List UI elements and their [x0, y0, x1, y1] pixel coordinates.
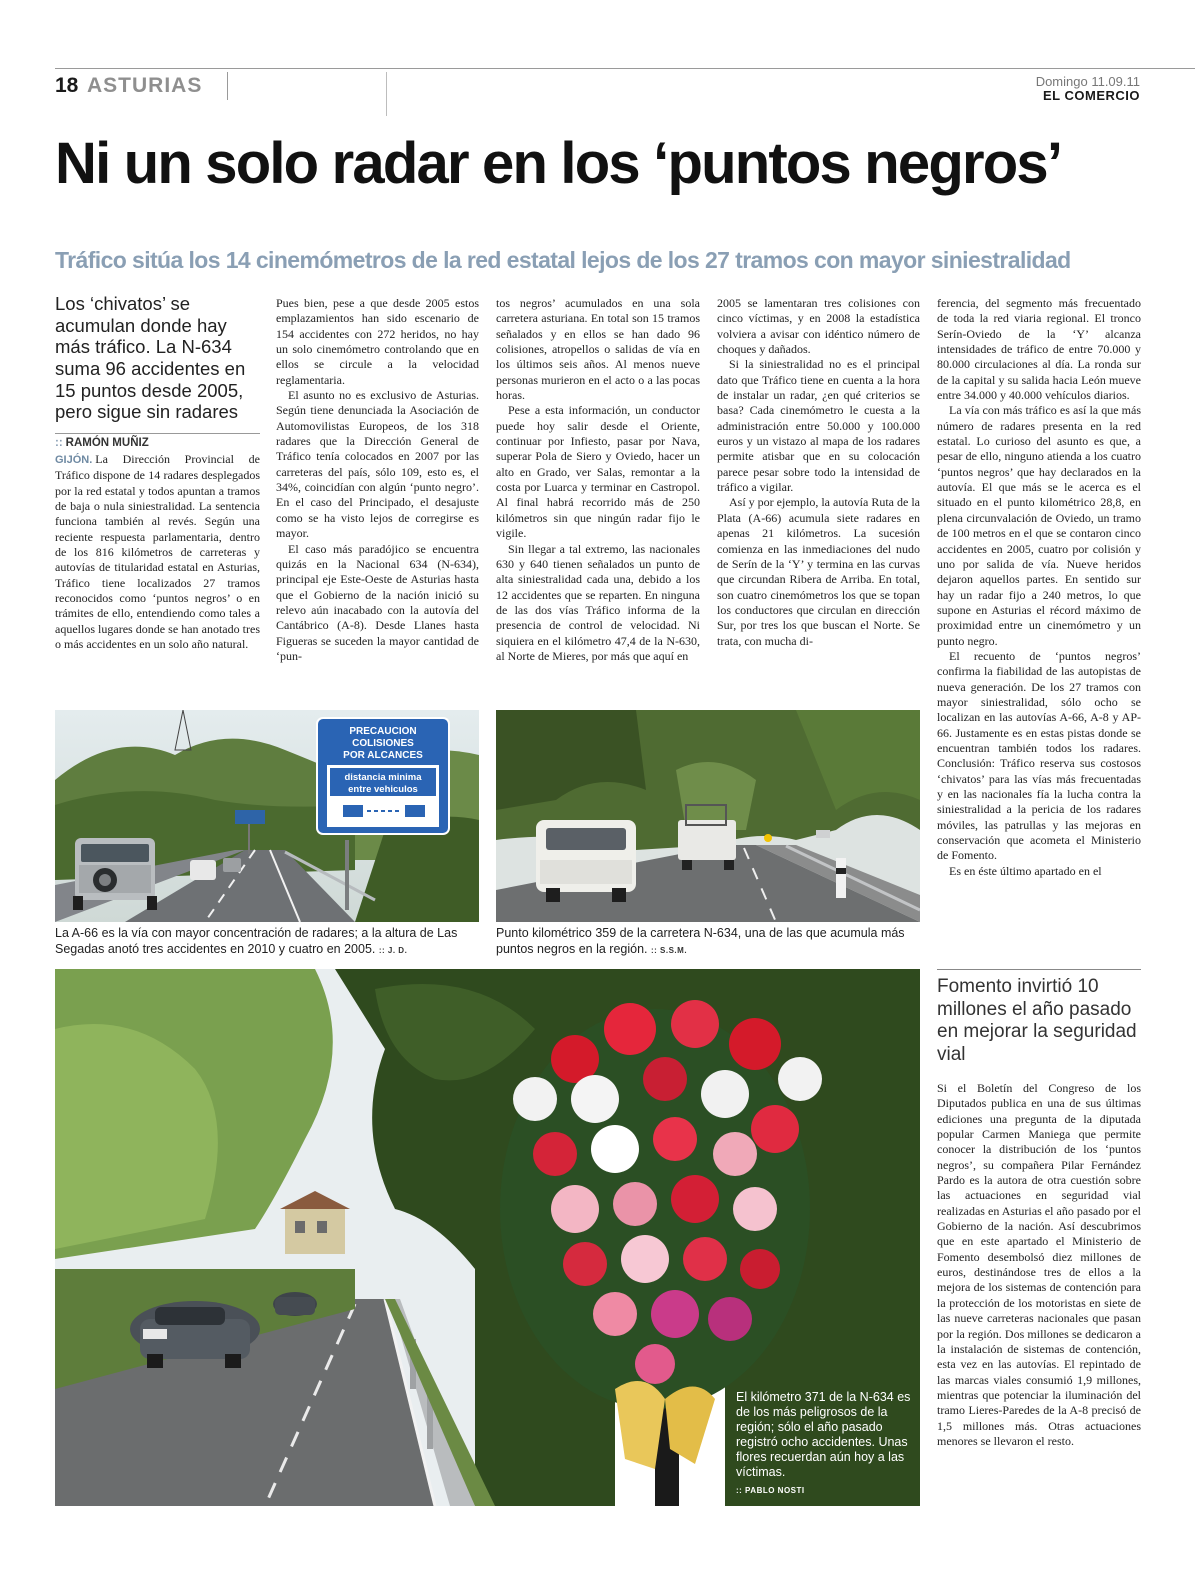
caption-text: Punto kilométrico 359 de la carretera N-634, una de las que acumula más puntos negros en la región.	[496, 926, 905, 956]
article-column-3	[496, 296, 700, 686]
lead-summary: Los ‘chivatos’ se acumulan donde hay más tráfico. La N-634 suma 96 accidentes en 15 puntos desde 2005, pero sigue sin radares	[55, 293, 246, 423]
subheadline: Tráfico sitúa los 14 cinemómetros de la red estatal lejos de los 27 tramos con mayor siniestralidad	[55, 247, 1071, 273]
header-divider	[227, 72, 228, 100]
photo-a66-motorway	[55, 710, 479, 922]
sidebar-rule	[937, 969, 1141, 970]
photo-flowers-caption	[736, 1390, 911, 1498]
paragraph-text: La Dirección Provincial de Tráfico dispone de 14 radares desplegados por la red estatal y todos apuntan a tramos de baja o nula siniestralidad. La sentencia funciona también al revés. Según una reciente respuesta parlamentaria, dentro de los 816 kilómetros de carreteras y autovías de titularidad estatal en Asturias, Tráfico tiene localizados 27 tramos reconocidos como ‘puntos negros’ o en trámites de ello, entendiendo como tales a aquellos lugares donde se han anotado tres o más accidentes en un solo año natural.	[55, 452, 260, 652]
article-paragraph: tos negros’ acumulados en una sola carretera asturiana. En total son 15 tramos señalados y en ellos se han dado 96 colisiones, atropellos o salidas de vía en los últimos seis años. Al menos nueve personas murieron en el acto o a las pocas horas.	[496, 296, 700, 403]
sign-text-1: PRECAUCION	[349, 726, 417, 737]
national-road-illustration	[496, 710, 920, 922]
photo-credit: :: PABLO NOSTI	[736, 1486, 805, 1495]
photo-a66-caption	[55, 926, 485, 958]
motorway-illustration	[55, 710, 479, 922]
sidebar-paragraph: Si el Boletín del Congreso de los Diputados publica en una de sus últimas ediciones una pregunta de la diputada popular Carmen Maniega que permite conocer la distribución de los ‘puntos negros’, su compañera Pilar Fernández Pardo es la autora de otra cuestión sobre las actuaciones en seguridad vial realizadas en Asturias el año pasado por el Gobierno de la nación. Así descubrimos que en este apartado el Ministerio de Fomento desembolsó diez millones de euros, destinándose tres de ellos a la mejora de los sistemas de contención para la protección de los motoristas en siete de las nueve carreteras nacionales que pasan por la región. Dos millones se dedicaron a la instalación de sistemas de contención, esta vez en las autovías. El repintado de las marcas viales consumió 1,9 millones, mientras que potenciar la iluminación del tramo Lieres-Paredes de la A-8 precisó de 1,5 millones más. Otras actuaciones menores se llevaron el resto.	[937, 1081, 1141, 1448]
sign-text-5: entre vehiculos	[348, 784, 418, 795]
section-name: ASTURIAS	[87, 74, 203, 97]
byline-dots: ::	[55, 437, 63, 449]
article-paragraph: La vía con más tráfico es así la que más número de radares presenta en la red estatal. Lo curioso del asunto es que, a pesar de ello, ninguno atienda a los cuatro ‘puntos negros’ que hay declarados en la autovía. El que más se le acerca es el situado en el punto kilométrico 28,8, en plena circunvalación de Oviedo, un tramo de 100 metros en el que se contaron cinco accidentes en 2005, cuatro por colisión y uno por salida de vía. Nueve heridos dejaron aquellos partes. En sentido sur hay un radar fijo a 240 metros, lo que supone en Asturias el récord máximo de proximidad entre un cinemómetro y un punto negro.	[937, 403, 1141, 648]
photo-n634-km359	[496, 710, 920, 922]
newspaper-name: EL COMERCIO	[1043, 88, 1140, 103]
article-paragraph: El recuento de ‘puntos negros’ confirma la fiabilidad de las autopistas de nueva generación. De los 27 tramos con mayor siniestralidad, sólo ocho se localizan en las autovías A-66, A-8 y AP-66. Justamente es en estas pistas donde se encuentran también todos los radares. Conclusión: Tráfico reserva sus costosos ‘chivatos’ para las vías más frecuentadas y en las nacionales fía la lucha contra la siniestralidad a la pericia de los radares móviles, las patrullas y las mejoras en conservación que acometa el Ministerio de Fomento.	[937, 648, 1141, 863]
article-column-1	[55, 452, 260, 684]
article-paragraph: Si la siniestralidad no es el principal dato que Tráfico tiene en cuenta a la hora de instalar un radar, ¿en qué criterios se basa? Cada cinemómetro le cuesta a la administración entre 50.000 y 100.000 euros y un vistazo al mapa de los radares permite atisbar que en su colocación parece pesar sobre todo la intensidad de tráfico a vigilar.	[717, 357, 920, 495]
header-rule	[55, 68, 1195, 69]
article-paragraph: Pues bien, pese a que desde 2005 estos emplazamientos han sido escenario de 154 accidentes con 272 heridos, no hay un solo cinemómetro controlando que en ellos se circule a la velocidad reglamentaria.	[276, 296, 479, 387]
article-paragraph	[55, 452, 260, 652]
photo-credit: :: S.S.M.	[650, 945, 688, 955]
sidebar-title: Fomento invirtió 10 millones el año pasado en mejorar la seguridad vial	[937, 976, 1137, 1065]
photo-credit: :: J. D.	[378, 945, 408, 955]
sign-text-3: POR ALCANCES	[343, 750, 423, 761]
article-column-4	[717, 296, 920, 686]
issue-date: Domingo 11.09.11	[1035, 74, 1140, 89]
article-paragraph: ferencia, del segmento más frecuentado de toda la red viaria regional. El tronco Serín-Oviedo de la ‘Y’ alcanza intensidades de tráfico de entre 70.000 y 80.000 circulaciones al día. La ronda sur de la capital y su salida hacia León mueve entre 34.000 y 40.000 vehículos diarios.	[937, 296, 1141, 403]
article-paragraph: Sin llegar a tal extremo, las nacionales 630 y 640 tienen señalados un punto de alta siniestralidad cada una, debido a los 12 accidentes que se reparten. En ninguna de las dos vías Tráfico informa de la presencia de control de velocidad. Ni siquiera en el kilómetro 47,4 de la N-630, al Norte de Mieres, por más que aquí en	[496, 541, 700, 663]
article-column-2	[276, 296, 479, 686]
headline: Ni un solo radar en los ‘puntos negros’	[55, 131, 1062, 196]
dateline-city: GIJÓN.	[55, 454, 93, 466]
photo-n634-caption	[496, 926, 926, 958]
article-column-5	[937, 296, 1141, 944]
sign-text-2: COLISIONES	[352, 738, 414, 749]
sidebar-body	[937, 1081, 1141, 1521]
byline-author: RAMÓN MUÑIZ	[65, 437, 149, 449]
article-paragraph: Es en éste último apartado en el	[949, 863, 1102, 878]
sign-text-4: distancia minima	[344, 772, 422, 783]
caption-text: El kilómetro 371 de la N-634 es de los más peligrosos de la región; sólo el año pasado registró ocho accidentes. Unas flores recuerdan aún hoy a las víctimas.	[736, 1390, 911, 1479]
article-paragraph: 2005 se lamentaran tres colisiones con cinco víctimas, y en 2008 la estadística volviera a avisar con idéntico número de choques y dañados.	[717, 296, 920, 357]
page-number: 18	[55, 74, 79, 97]
article-paragraph: El caso más paradójico se encuentra quizás en la Nacional 634 (N-634), principal eje Este-Oeste de Asturias hasta que el Gobierno de la nación inició su relevo aún inacabado con la autovía del Cantábrico (A-8). Desde Llanes hasta Figueras se suceden la mayor cantidad de ‘pun-	[276, 541, 479, 663]
header-divider-secondary	[386, 72, 387, 116]
byline	[55, 433, 260, 449]
article-paragraph: Así y por ejemplo, la autovía Ruta de la Plata (A-66) acumula siete radares en apenas 21 kilómetros. La sucesión comienza en las inmediaciones del nudo de Serín de la ‘Y’ y termina en las curvas que circundan Ribera de Arriba. En total, son cuatro cinemómetros los que se topan los conductores que circulan en dirección Sur, por tres los que buscan el Norte. Se trata, con mucha di-	[717, 495, 920, 648]
article-paragraph: El asunto no es exclusivo de Asturias. Según tiene denunciada la Asociación de Automovilistas Europeos, de los 318 radares que la Dirección General de Tráfico tenía colocados en 2007 por las carreteras del país, sólo 109, esto es, el 34%, coincidían con algún ‘punto negro’. En el caso del Principado, el desajuste como se ha visto lejos de corregirse es mayor.	[276, 388, 479, 541]
caption-text: La A-66 es la vía con mayor concentración de radares; a la altura de Las Segadas anotó tres accidentes en 2010 y cuatro en 2005.	[55, 926, 458, 956]
article-paragraph: Pese a esta información, un conductor puede hoy salir desde el Oriente, continuar por Infiesto, pasar por Nava, superar Pola de Siero y Oviedo, hacer un alto en Grado, ver Salas, remontar a la costa por Luarca y terminar en Castropol. Al final habrá recorrido más de 250 kilómetros sin que ningún radar fijo le vigile.	[496, 403, 700, 541]
